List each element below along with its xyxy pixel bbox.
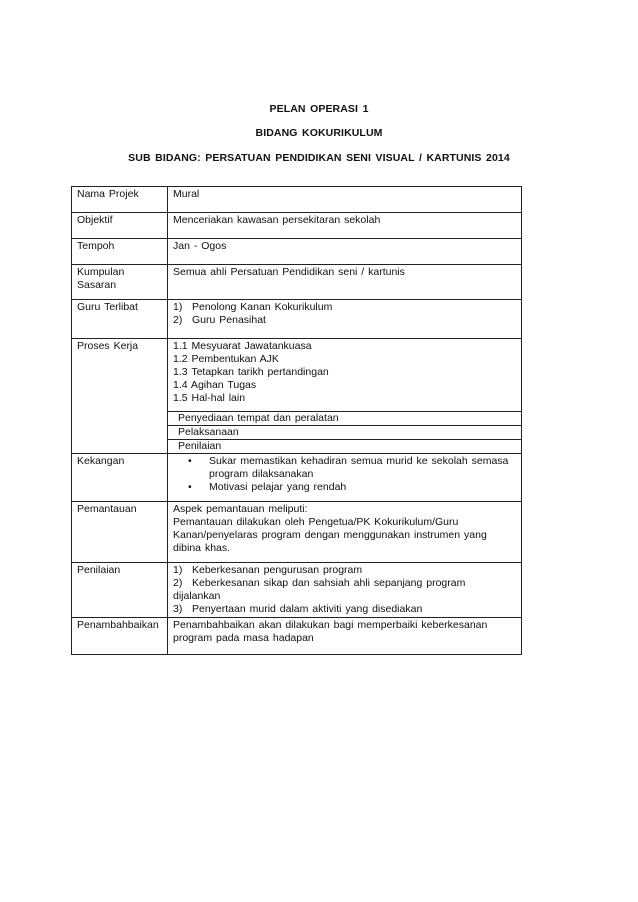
- label-kumpulan-sasaran: [72, 265, 168, 300]
- list-text: Penolong Kanan Kokurikulum: [192, 301, 333, 313]
- value-objektif: Menceriakan kawasan persekitaran sekolah: [168, 213, 522, 239]
- list-item: [173, 301, 516, 314]
- label-penambahbaikan: Penambahbaikan: [72, 618, 168, 655]
- value-pemantauan: [168, 502, 522, 563]
- table-row-tempoh: [72, 239, 522, 265]
- sub-row-text: Pelaksanaan: [178, 426, 239, 438]
- list-number: 3): [173, 603, 183, 615]
- sub-row-penilaian: [168, 440, 522, 454]
- list-text: Keberkesanan sikap dan sahsiah ahli sepanjang program dijalankan: [173, 577, 466, 602]
- table-row-kekangan: [72, 454, 522, 502]
- table-row-penilaian: [72, 563, 522, 618]
- label-objektif: Objektif: [72, 213, 168, 239]
- label-pemantauan: Pemantauan: [72, 502, 168, 563]
- pemantauan-line: Pemantauan dilakukan oleh Pengetua/PK Kokurikulum/Guru Kanan/penyelaras program dengan menggunakan instrumen yang dibina khas.: [173, 516, 487, 554]
- list-item: [173, 577, 516, 603]
- document-subtitle: BIDANG KOKURIKULUM: [255, 127, 383, 139]
- list-item: [173, 455, 516, 481]
- sub-row-text: Penyediaan tempat dan peralatan: [178, 412, 339, 424]
- list-item: [173, 603, 516, 616]
- list-text: Guru Penasihat: [192, 314, 266, 326]
- label-penilaian: Penilaian: [72, 563, 168, 618]
- table-row-pemantauan: [72, 502, 522, 563]
- value-tempoh: Jan - Ogos: [168, 239, 522, 265]
- table-row-penambahbaikan: [72, 618, 522, 655]
- value-kekangan: [168, 454, 522, 502]
- list-number: 1): [173, 564, 183, 576]
- list-item: 1.5 Hal-hal lain: [173, 392, 246, 404]
- list-number: 1): [173, 301, 183, 313]
- list-item: [173, 314, 516, 327]
- sub-row-penyediaan: [168, 412, 522, 426]
- list-text: Sukar memastikan kehadiran semua murid ke sekolah semasa program dilaksanakan: [209, 455, 509, 480]
- table-row-guru-terlibat: [72, 300, 522, 339]
- label-tempoh: Tempoh: [72, 239, 168, 265]
- value-penilaian: [168, 563, 522, 618]
- list-item: 1.3 Tetapkan tarikh pertandingan: [173, 366, 329, 378]
- sub-row-text: Penilaian: [178, 440, 222, 452]
- table-row-proses-kerja: [72, 339, 522, 412]
- list-text: Motivasi pelajar yang rendah: [209, 481, 347, 493]
- operation-plan-table: [71, 186, 522, 655]
- pemantauan-line: Aspek pemantauan meliputi:: [173, 503, 308, 515]
- document-title: PELAN OPERASI 1: [269, 103, 369, 115]
- table-row-kumpulan-sasaran: [72, 265, 522, 300]
- list-item: 1.2 Pembentukan AJK: [173, 353, 279, 365]
- list-item: [173, 481, 516, 494]
- bullet-icon: •: [188, 455, 192, 467]
- label-kumpulan: Kumpulan: [77, 266, 125, 278]
- label-sasaran: Sasaran: [77, 279, 117, 291]
- table-row-nama-projek: [72, 187, 522, 213]
- label-guru-terlibat: Guru Terlibat: [72, 300, 168, 339]
- list-text: Keberkesanan pengurusan program: [192, 564, 363, 576]
- value-guru-terlibat: [168, 300, 522, 339]
- list-number: 2): [173, 577, 183, 589]
- label-proses-kerja: Proses Kerja: [72, 339, 168, 454]
- label-kekangan: Kekangan: [72, 454, 168, 502]
- list-item: 1.1 Mesyuarat Jawatankuasa: [173, 340, 312, 352]
- value-penambahbaikan: Penambahbaikan akan dilakukan bagi memperbaiki keberkesanan program pada masa hadapan: [168, 618, 522, 655]
- list-text: Penyertaan murid dalam aktiviti yang disediakan: [192, 603, 423, 615]
- value-kumpulan-sasaran: Semua ahli Persatuan Pendidikan seni / kartunis: [168, 265, 522, 300]
- sub-row-pelaksanaan: [168, 426, 522, 440]
- list-item: [173, 564, 516, 577]
- value-nama-projek: Mural: [168, 187, 522, 213]
- bullet-icon: •: [188, 481, 192, 493]
- table-row-objektif: [72, 213, 522, 239]
- sub-bidang-heading: SUB BIDANG: PERSATUAN PENDIDIKAN SENI VISUAL / KARTUNIS 2014: [128, 152, 510, 164]
- label-nama-projek: Nama Projek: [72, 187, 168, 213]
- list-item: 1.4 Agihan Tugas: [173, 379, 257, 391]
- list-number: 2): [173, 314, 183, 326]
- value-proses-kerja: [168, 339, 522, 412]
